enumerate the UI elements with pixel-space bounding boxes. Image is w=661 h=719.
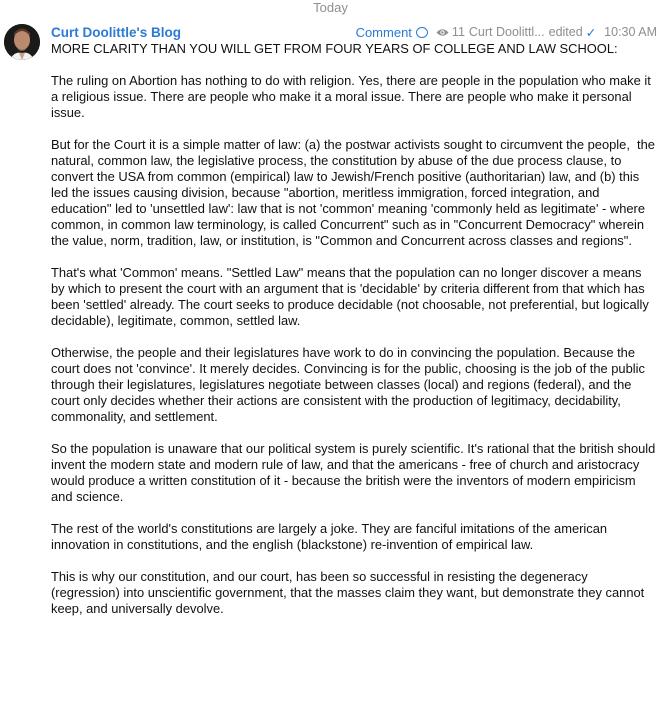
message-body [51,41,657,617]
avatar[interactable] [4,24,40,60]
message-meta [356,25,657,40]
edited-label: edited [548,25,583,39]
comment-button[interactable]: Comment [355,24,412,40]
paragraph: But for the Court it is a simple matter of law: (a) the postwar activists sought to circumvent the people, the natural, common law, the legislative process, the constitution by abuse of the due process clause, to convert the USA from common (empirical) law to Jewish/French positive (authoritarian) law, and (b) this led the issues causing division, because "abortion, meritless immigration, forced integration, and education" led to 'unsettled law': law that is not 'common' meaning 'commonly held as legitimate' - where common, in common law terminology, is called Concurrent" such as in "Concurrent Democracy" wherein the value, norm, tradition, law, or institution, is "Common and Concurrent across classes and regions". [51,137,659,248]
paragraph: That's what 'Common' means. "Settled Law" means that the population can no longer discover a means by which to present the court with an argument that is 'decidable' by criteria different from that which has been 'settled' already. The court seeks to produce decidable (not choosable, not preferential, but logically decidable), legitimate, common, settled law. [51,265,653,328]
view-count: 11 [451,25,465,39]
check-icon: ✓ [585,25,597,40]
views-eye-icon [436,28,449,37]
sender-name[interactable]: Curt Doolittle's Blog [51,24,181,40]
paragraph: MORE CLARITY THAN YOU WILL GET FROM FOUR YEARS OF COLLEGE AND LAW SCHOOL: [51,41,618,56]
paragraph: The rest of the world's constitutions are largely a joke. They are fanciful imitations of the american innovation in constitutions, and the english (blackstone) re-invention of empirical law. [51,521,611,552]
author-signature: Curt Doolittl... [468,25,545,39]
paragraph: Otherwise, the people and their legislatures have work to do in convincing the population. Because the court does not 'convince'. It merely decides. Convincing is for the public, choosing is the job of the public through their legislatures, legislatures negotiate between classes (local) and regions (federal), and the court only decides whether their actions are consistent with the production of legitimacy, decidability, commonality, and settlement. [51,345,649,424]
paragraph: The ruling on Abortion has nothing to do with religion. Yes, there are people in the population who make it a religious issue. There are people who make it a moral issue. There are people who make it personal issue. [51,73,655,120]
avatar-photo-icon [4,24,40,60]
message-header [51,23,657,41]
date-separator: Today [313,0,348,15]
paragraph: This is why our constitution, and our court, has been so successful in resisting the degeneracy (regression) into unscientific government, that the masses claim they want, but demonstrate they cannot keep, and universally devolve. [51,569,648,616]
message [51,23,657,633]
paragraph: So the population is unaware that our political system is purely scientific. It's rational that the british should invent the modern state and modern rule of law, and that the americans - free of church and aristocracy would produce a written constitution of it - because the british were the inventors of modern empiricism and science. [51,441,659,504]
message-time: 10:30 AM [604,25,657,39]
comment-bubble-icon[interactable] [416,27,428,38]
